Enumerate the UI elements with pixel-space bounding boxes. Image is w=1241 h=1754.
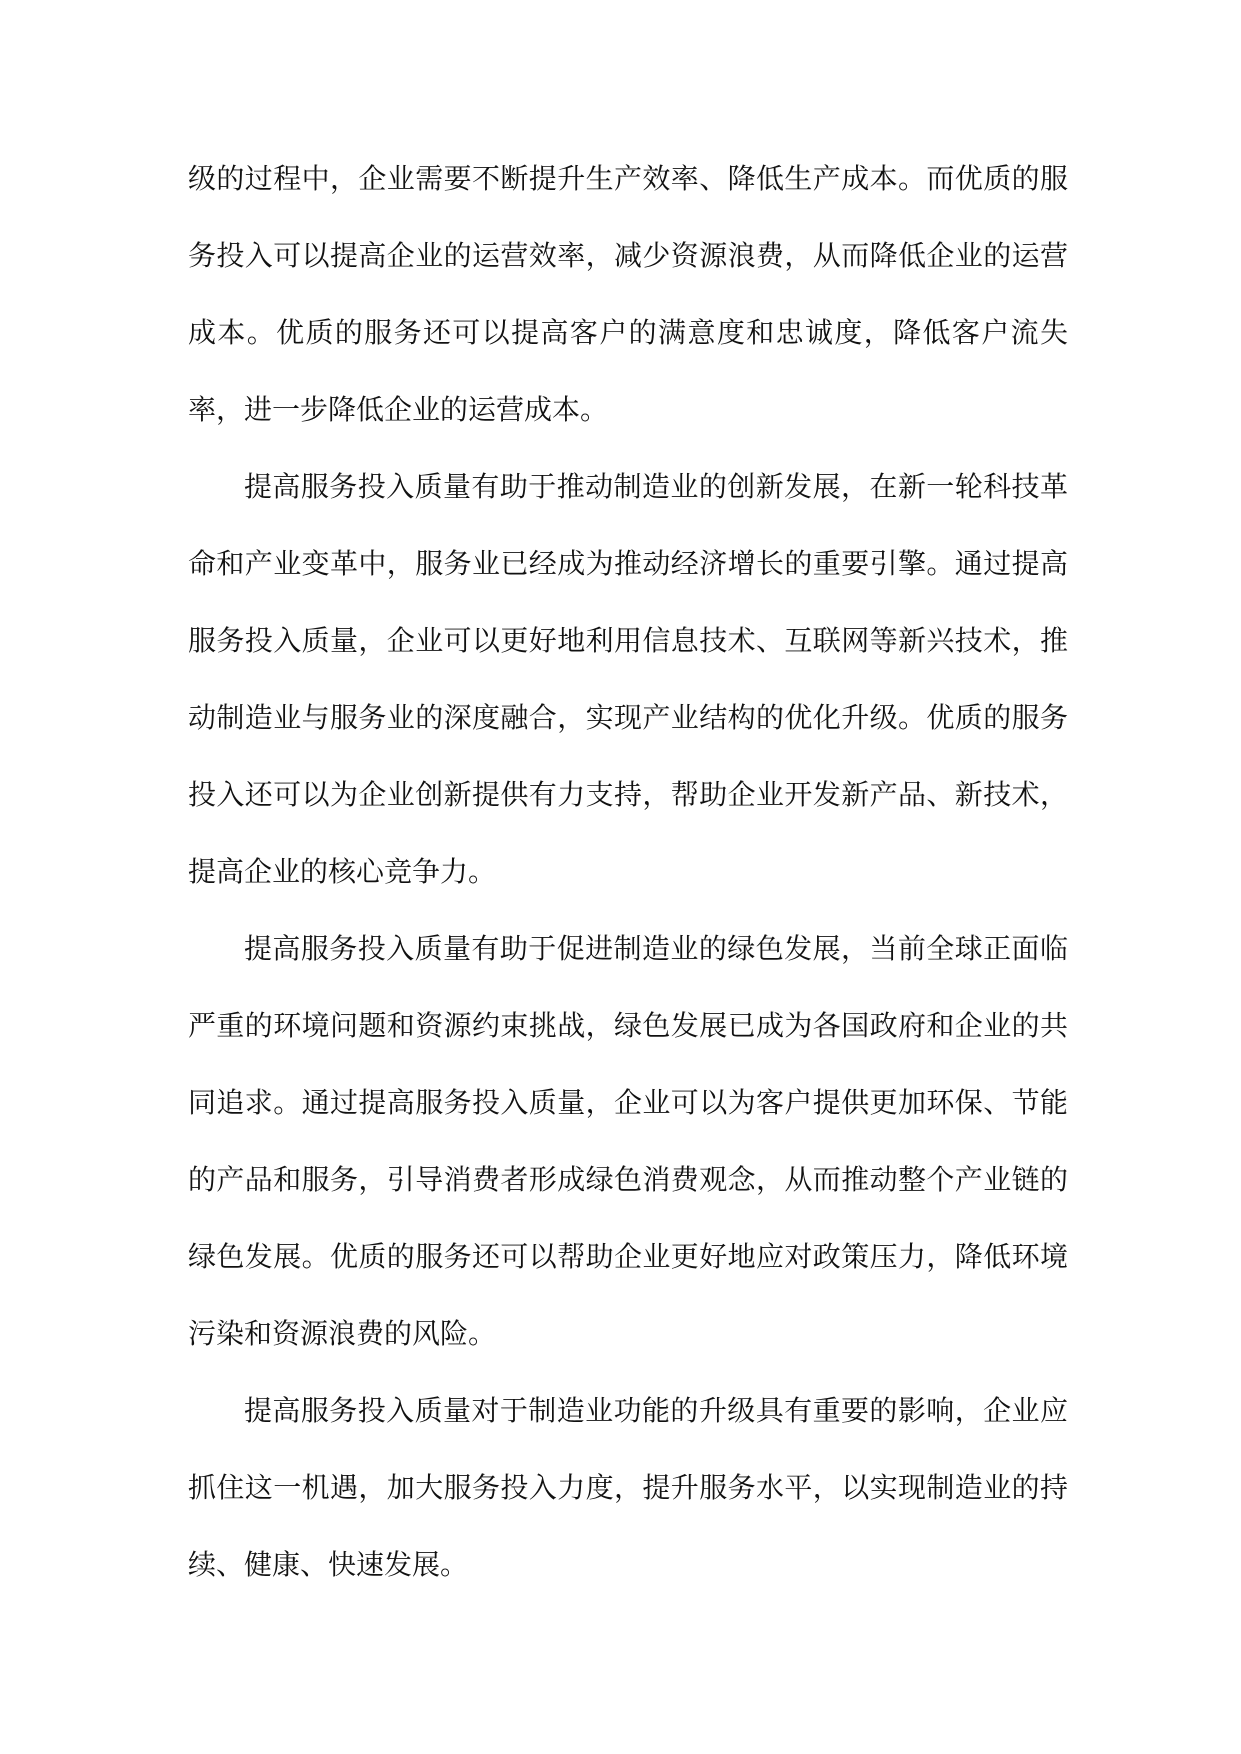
- document-body: [188, 140, 1068, 1603]
- paragraph-green-development: 提高服务投入质量有助于促进制造业的绿色发展，当前全球正面临严重的环境问题和资源约束挑战，绿色发展已成为各国政府和企业的共同追求。通过提高服务投入质量，企业可以为客户提供更加环保、节能的产品和服务，引导消费者形成绿色消费观念，从而推动整个产业链的绿色发展。优质的服务还可以帮助企业更好地应对政策压力，降低环境污染和资源浪费的风险。: [188, 932, 1068, 1350]
- paragraph-innovation: 提高服务投入质量有助于推动制造业的创新发展，在新一轮科技革命和产业变革中，服务业已经成为推动经济增长的重要引擎。通过提高服务投入质量，企业可以更好地利用信息技术、互联网等新兴技术，推动制造业与服务业的深度融合，实现产业结构的优化升级。优质的服务投入还可以为企业创新提供有力支持，帮助企业开发新产品、新技术，提高企业的核心竞争力。: [188, 470, 1068, 888]
- paragraph-conclusion: 提高服务投入质量对于制造业功能的升级具有重要的影响，企业应抓住这一机遇，加大服务投入力度，提升服务水平，以实现制造业的持续、健康、快速发展。: [188, 1394, 1068, 1581]
- paragraph-continued: 级的过程中，企业需要不断提升生产效率、降低生产成本。而优质的服务投入可以提高企业的运营效率，减少资源浪费，从而降低企业的运营成本。优质的服务还可以提高客户的满意度和忠诚度，降低客户流失率，进一步降低企业的运营成本。: [188, 162, 1068, 426]
